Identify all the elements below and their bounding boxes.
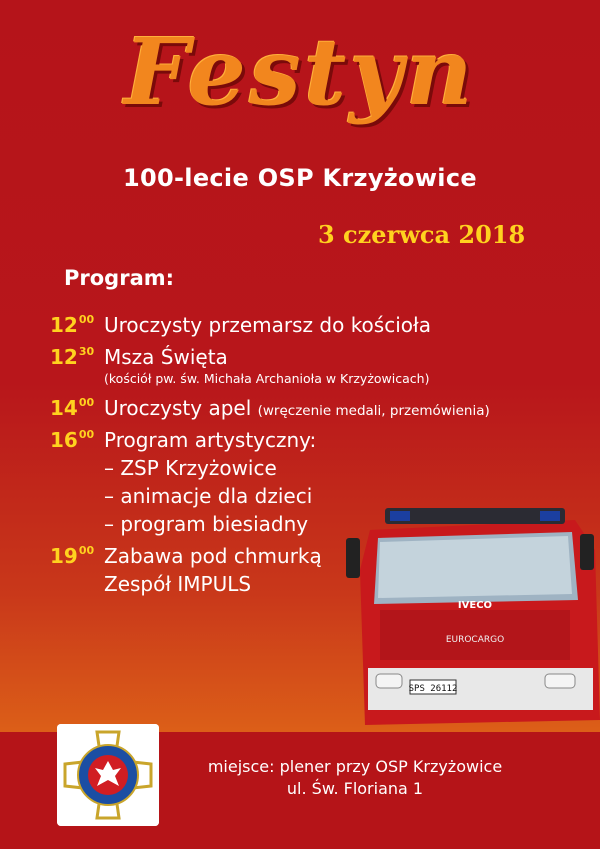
truck-brand: IVECO — [457, 600, 493, 611]
program-description: Uroczysty przemarsz do kościoła — [104, 313, 431, 337]
event-location: miejsce: plener przy OSP Krzyżowice — [207, 757, 503, 776]
poster-title: Festyn — [124, 18, 476, 126]
fire-truck-image — [340, 490, 600, 740]
osp-logo — [57, 724, 159, 826]
light-bar — [385, 508, 565, 524]
event-date: 3 czerwca 2018 — [318, 220, 526, 249]
program-time: $12^{00}$ — [50, 313, 95, 337]
program-time: $19^{00}$ — [50, 544, 95, 568]
program-subitem: – ZSP Krzyżowice — [104, 456, 277, 480]
program-subitem: – animacje dla dzieci — [104, 484, 313, 508]
program-subitem: – program biesiadny — [104, 512, 309, 536]
program-time: $16^{00}$ — [50, 428, 95, 452]
truck-model: EUROCARGO — [445, 635, 505, 645]
program-description-line2: Zespół IMPULS — [104, 572, 252, 596]
truck-plate: SPS 26112 — [408, 684, 458, 694]
program-note: (wręczenie medali, przemówienia) — [257, 403, 490, 419]
program-description: Uroczysty apel (wręczenie medali, przemówienia) — [104, 396, 490, 420]
program-description: Program artystyczny: — [104, 428, 317, 452]
program-note: (kościół pw. św. Michała Archanioła w Krzyżowicach) — [104, 371, 430, 386]
poster-subtitle: 100-lecie OSP Krzyżowice — [123, 164, 477, 192]
program-time: $14^{00}$ — [50, 396, 95, 420]
program-heading: Program: — [64, 266, 175, 290]
program-description: Msza Święta — [104, 345, 228, 369]
program-description: Zabawa pod chmurką — [104, 544, 322, 568]
program-time: $12^{30}$ — [50, 345, 95, 369]
event-address: ul. Św. Floriana 1 — [286, 779, 424, 798]
